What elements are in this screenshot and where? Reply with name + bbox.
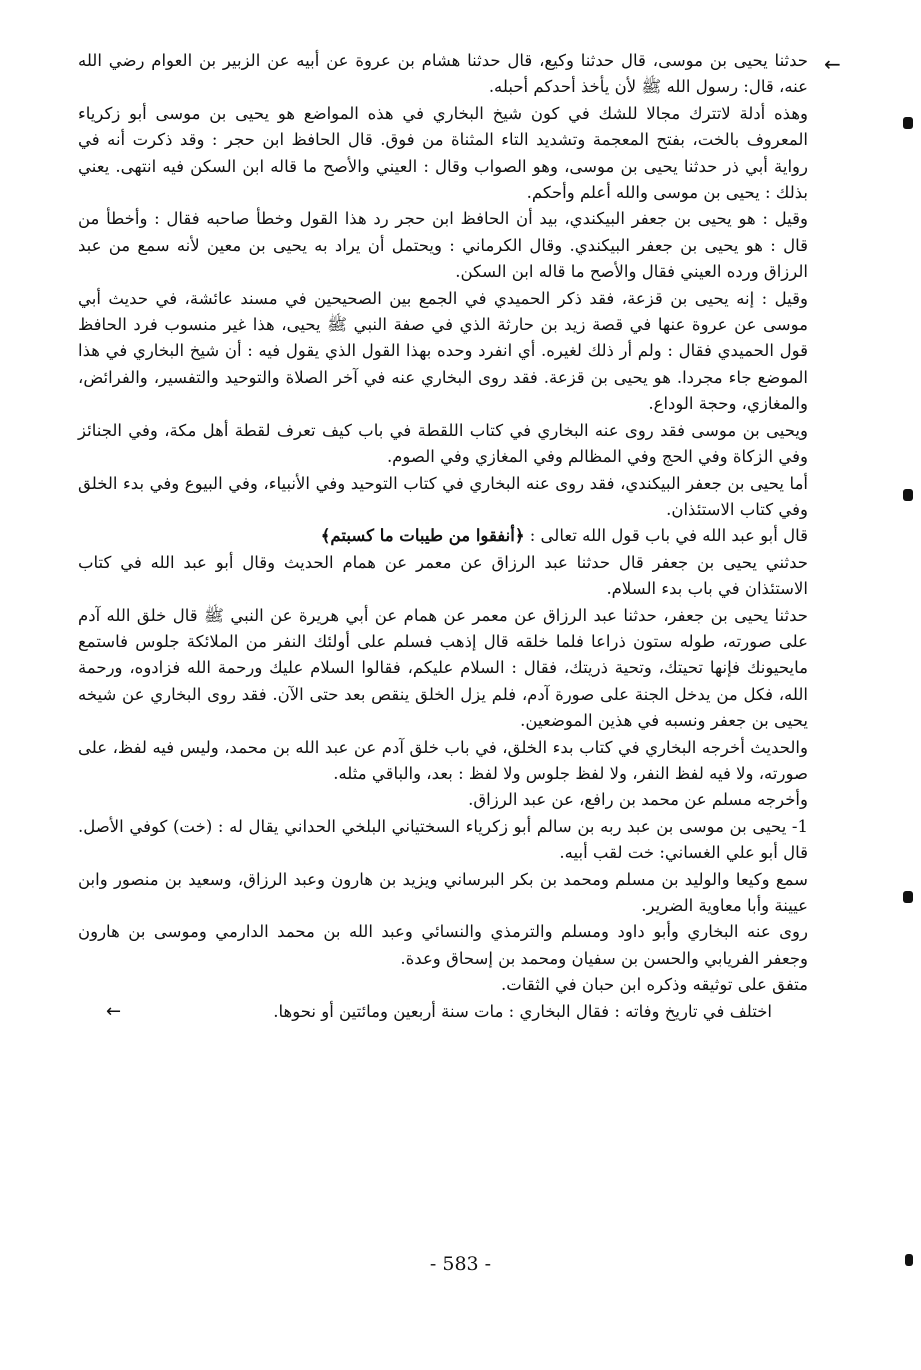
- paragraph: ويحيى بن موسى فقد روى عنه البخاري في كتاب اللقطة في باب كيف تعرف لقطة أهل مكة، وفي الجنائز وفي الزكاة وفي الحج وفي المظالم وفي المغازي وفي الصوم.: [78, 420, 808, 467]
- footnote: اختلف في تاريخ وفاته : فقال البخاري : مات سنة أربعين ومائتين أو نحوها.: [273, 1001, 772, 1021]
- scan-mark: [903, 891, 913, 903]
- scan-mark: [903, 117, 913, 129]
- footnote-last-row: [78, 999, 808, 1025]
- quote-line: [78, 523, 808, 549]
- quran-verse: ﴿أنفقوا من طيبات ما كسبتم﴾: [320, 526, 525, 546]
- page-number: - 583 -: [429, 1253, 492, 1275]
- paragraph: وأخرجه مسلم عن محمد بن رافع، عن عبد الرزاق.: [468, 790, 808, 810]
- page-body: [78, 48, 808, 1025]
- footnote: روى عنه البخاري وأبو داود ومسلم والترمذي والنسائي وعبد الله بن محمد الدارمي وموسى بن هارون وجعفر الفريابي والحسن بن سفيان ومحمد بن إسحاق وعدة.: [78, 922, 808, 968]
- paragraph: حدثنا يحيى بن جعفر، حدثنا عبد الرزاق عن معمر عن همام عن أبي هريرة عن النبي ﷺ قال خلق الله آدم على صورته، طوله ستون ذراعا فلما خلقه قال إذهب فسلم على أولئك النفر من الملائكة جلوس فاستمع مايحيونك فإنها تحيتك، وتحية ذريتك، فقال : السلام عليكم، فقالوا السلام عليك ورحمة الله فزادوه، ورحمة الله، فكل من يدخل الجنة على صورة آدم، فلم يزل الخلق ينقص بعد حتى الآن. فقد روى البخاري عن شيخه يحيى بن جعفر ونسبه في هذين الموضعين.: [78, 605, 808, 731]
- paragraph: حدثني يحيى بن جعفر قال حدثنا عبد الرزاق عن معمر عن همام الحديث وقال أبو عبد الله في كتاب الاستئذان في باب بدء السلام.: [78, 552, 808, 599]
- scan-mark: [903, 489, 913, 501]
- paragraph: وهذه أدلة لاتترك مجالا للشك في كون شيخ البخاري في هذه المواضع هو يحيى بن موسى أبو زكرياء المعروف بالخت، بفتح المعجمة وتشديد التاء المثناة من فوق. قال الحافظ ابن حجر : وقد ذكرت أنه في رواية أبي ذر حدثنا يحيى بن موسى، وهو الصواب وقال : العيني والأصح ما قاله ابن السكن فيه انتهى. يعني بذلك : يحيى بن موسى والله أعلم وأحكم.: [78, 103, 808, 203]
- paragraph: أما يحيى بن جعفر البيكندي، فقد روى عنه البخاري في كتاب التوحيد وفي الأنبياء، وفي البيوع وفي بدء الخلق وفي كتاب الاستئذان.: [78, 473, 808, 519]
- paragraph: والحديث أخرجه البخاري في كتاب بدء الخلق، في باب خلق آدم عن عبد الله بن محمد، وليس فيه لفظ، على صورته، ولا فيه لفظ النفر، ولا لفظ جلوس ولا لفظ : بعد، والباقي مثله.: [78, 737, 808, 783]
- scan-mark: [905, 1254, 913, 1266]
- footnote: متفق على توثيقه وذكره ابن حبان في الثقات.: [501, 975, 808, 995]
- footnote: سمع وكيعا والوليد بن مسلم ومحمد بن بكر البرساني ويزيد بن هارون وعبد الرزاق، وسعيد بن منصور وابن عيينة وأبا معاوية الضرير.: [78, 869, 808, 915]
- paragraph: وقيل : هو يحيى بن جعفر البيكندي، بيد أن الحافظ ابن حجر رد هذا القول وخطأ صاحبه فقال : وأخطأ من قال : هو يحيى بن جعفر البيكندي. وقال الكرماني : ويحتمل أن يراد به يحيى بن معين لأنه سمع من عبد الرزاق ورده العيني فقال والأصح ما قاله ابن السكن.: [78, 209, 808, 282]
- continuation-arrow-icon: ←: [106, 1000, 122, 1022]
- continuation-arrow-icon: ←: [824, 52, 841, 76]
- paragraph: وقيل : إنه يحيى بن قزعة، فقد ذكر الحميدي في الجمع بين الصحيحين في مسند عائشة، في حديث أبي موسى عن عروة عنها في قصة زيد بن حارثة الذي في صفة النبي ﷺ يحيى، هذا غير منسوب فرد الحافظ قول الحميدي فقال : ولم أر ذلك لغيره. أي انفرد وحده بهذا القول الذي يقول فيه : أن شيخ البخاري في هذا الموضع جاء مجردا. هو يحيى بن قزعة. فقد روى البخاري عنه في آخر الصلاة والتوحيد والتفسير، والفرائض، والمغازي، وحجة الوداع.: [78, 288, 808, 414]
- paragraph: حدثنا يحيى بن موسى، قال حدثنا وكيع، قال حدثنا هشام بن عروة عن أبيه عن الزبير بن العوام رضي الله عنه، قال: رسول الله ﷺ لأن يأخذ أحدكم أحبله.: [78, 51, 808, 97]
- quote-prefix: قال أبو عبد الله في باب قول الله تعالى :: [524, 526, 808, 546]
- footnote: 1- يحيى بن موسى بن عبد ربه بن سالم أبو زكرياء السختياني البلخي الحداني يقال له : (خت) كوفي الأصل. قال أبو علي الغساني: خت لقب أبيه.: [78, 816, 808, 863]
